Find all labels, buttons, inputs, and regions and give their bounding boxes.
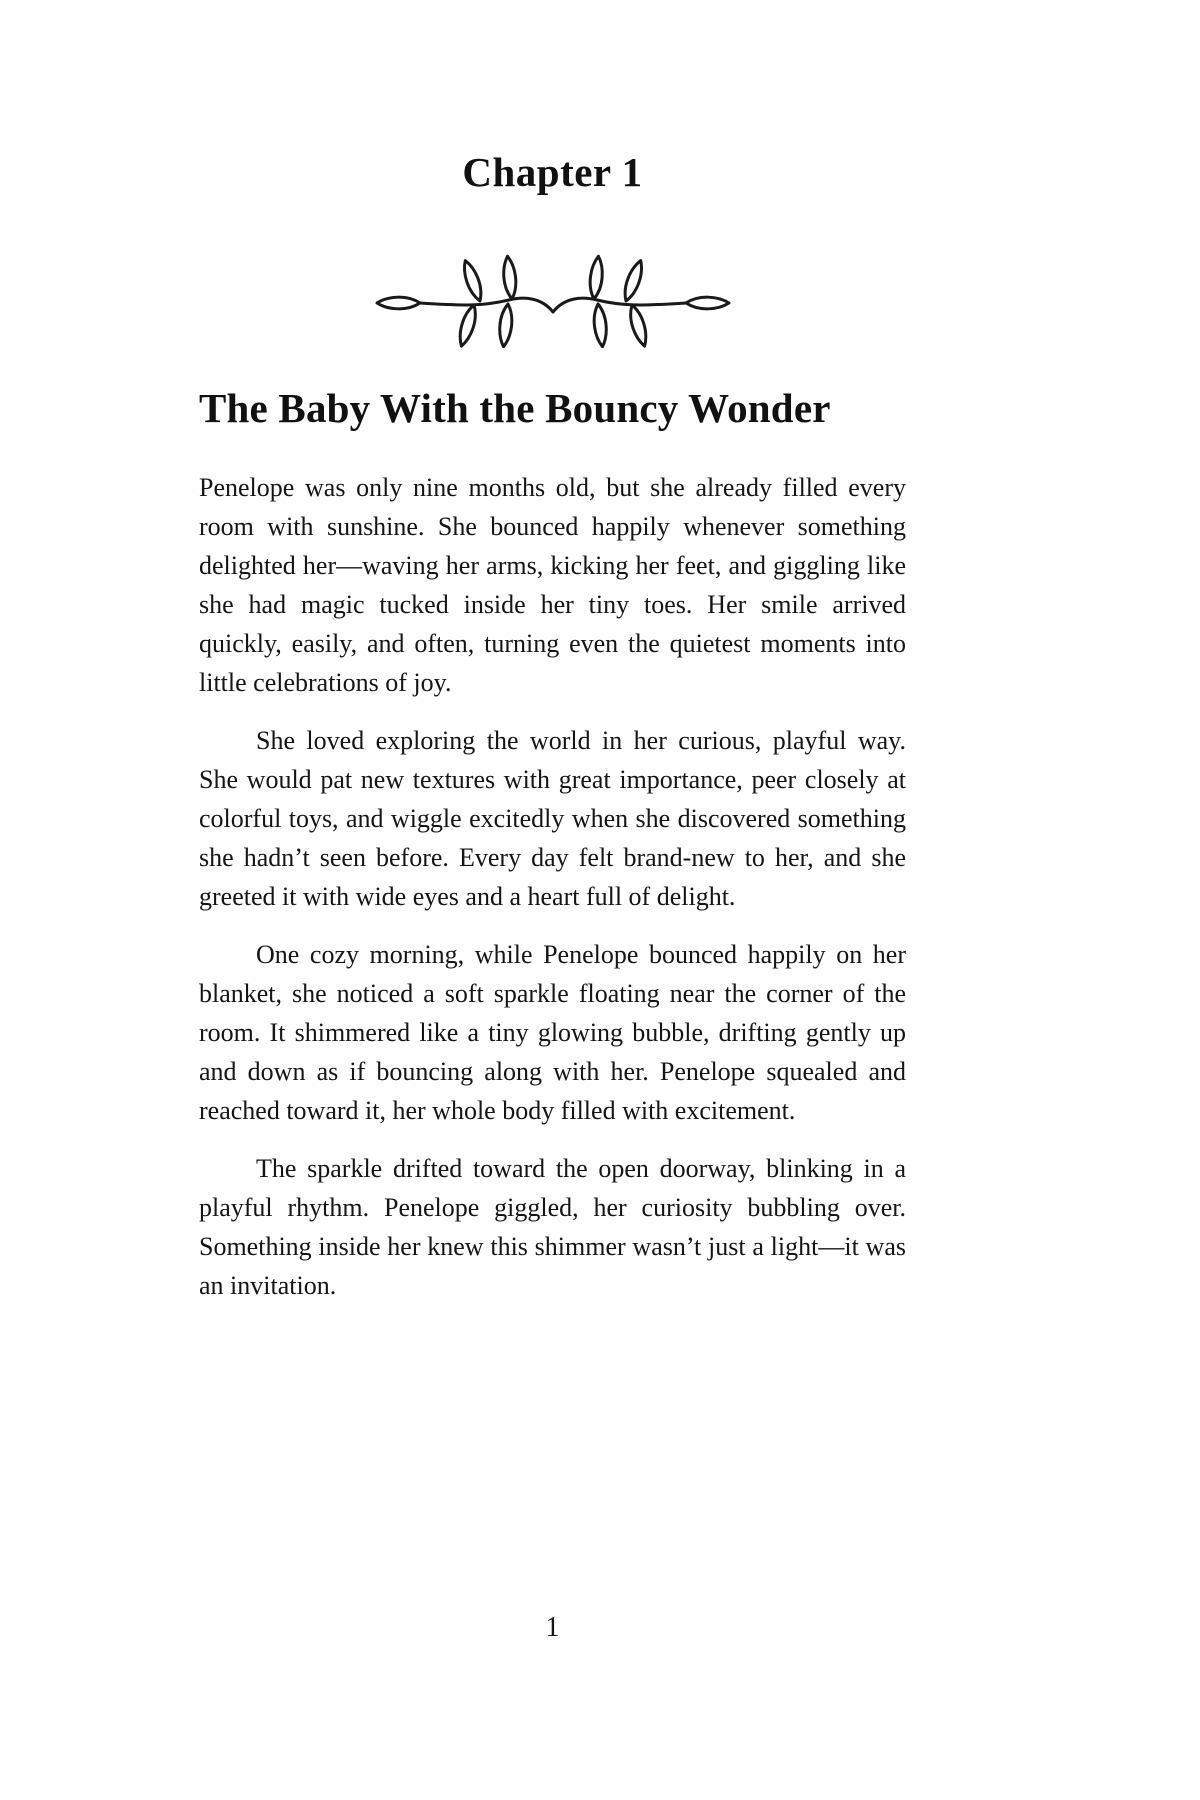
ornament-container [199, 248, 906, 348]
laurel-divider-icon [362, 248, 744, 348]
body-paragraph: Penelope was only nine months old, but she already filled every room with sunshine. She bounced happily whenever something delighted her—waving her arms, kicking her feet, and giggling like she had magic tucked inside her tiny toes. Her smile arrived quickly, easily, and often, turning even the quietest moments into little celebrations of joy. [199, 473, 906, 697]
body-paragraph: The sparkle drifted toward the open doorway, blinking in a playful rhythm. Penelope giggled, her curiosity bubbling over. Something inside her knew this shimmer wasn’t just a light—it was an invitation. [199, 1154, 906, 1300]
chapter-title: The Baby With the Bouncy Wonder [199, 385, 831, 431]
chapter-label: Chapter 1 [462, 149, 643, 195]
body-paragraph: One cozy morning, while Penelope bounced happily on her blanket, she noticed a soft sparkle floating near the corner of the room. It shimmered like a tiny glowing bubble, drifting gently up and down as if bouncing along with her. Penelope squealed and reached toward it, her whole body filled with excitement. [199, 940, 906, 1125]
body-paragraph: She loved exploring the world in her curious, playful way. She would pat new textures with great importance, peer closely at colorful toys, and wiggle excitedly when she discovered something she hadn’t seen before. Every day felt brand-new to her, and she greeted it with wide eyes and a heart full of delight. [199, 726, 906, 911]
chapter-body [199, 468, 906, 1305]
book-page [199, 0, 906, 1800]
page-number: 1 [545, 1612, 560, 1643]
